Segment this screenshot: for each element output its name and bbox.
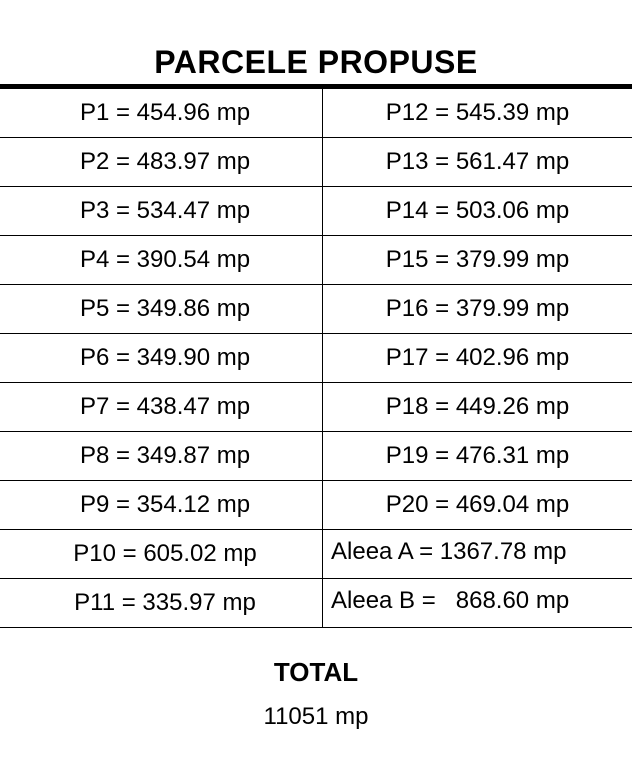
parcel-cell: P4 = 390.54 mp — [0, 236, 323, 285]
table-row — [0, 432, 632, 481]
parcel-cell: P1 = 454.96 mp — [0, 89, 323, 138]
table-row — [0, 138, 632, 187]
parcel-cell: P12 = 545.39 mp — [323, 89, 632, 138]
total-label: TOTAL — [273, 657, 359, 687]
parcel-cell: P10 = 605.02 mp — [0, 530, 323, 579]
table-row — [0, 89, 632, 138]
parcel-cell: P18 = 449.26 mp — [323, 383, 632, 432]
total-value: 11051 mp — [263, 703, 369, 730]
parcel-cell: P5 = 349.86 mp — [0, 285, 323, 334]
parcel-cell: P20 = 469.04 mp — [323, 481, 632, 530]
table-row — [0, 530, 632, 579]
parcel-cell: P14 = 503.06 mp — [323, 187, 632, 236]
table-row — [0, 481, 632, 530]
alley-cell: Aleea B = 868.60 mp — [323, 579, 632, 628]
parcel-cell: P17 = 402.96 mp — [323, 334, 632, 383]
parcel-cell: P7 = 438.47 mp — [0, 383, 323, 432]
parcel-cell: P16 = 379.99 mp — [323, 285, 632, 334]
parcel-cell: P9 = 354.12 mp — [0, 481, 323, 530]
parcels-table-wrap — [0, 84, 632, 628]
parcel-cell: P8 = 349.87 mp — [0, 432, 323, 481]
table-row — [0, 285, 632, 334]
parcels-table — [0, 89, 632, 628]
parcel-cell: P19 = 476.31 mp — [323, 432, 632, 481]
table-row — [0, 334, 632, 383]
parcel-cell: P2 = 483.97 mp — [0, 138, 323, 187]
parcel-cell: P13 = 561.47 mp — [323, 138, 632, 187]
parcel-cell: P15 = 379.99 mp — [323, 236, 632, 285]
table-row — [0, 187, 632, 236]
table-row — [0, 579, 632, 628]
alley-cell: Aleea A = 1367.78 mp — [323, 530, 632, 579]
page-title: PARCELE PROPUSE — [154, 44, 478, 80]
parcel-cell: P6 = 349.90 mp — [0, 334, 323, 383]
table-row — [0, 236, 632, 285]
parcel-cell: P3 = 534.47 mp — [0, 187, 323, 236]
parcel-cell: P11 = 335.97 mp — [0, 579, 323, 628]
table-row — [0, 383, 632, 432]
